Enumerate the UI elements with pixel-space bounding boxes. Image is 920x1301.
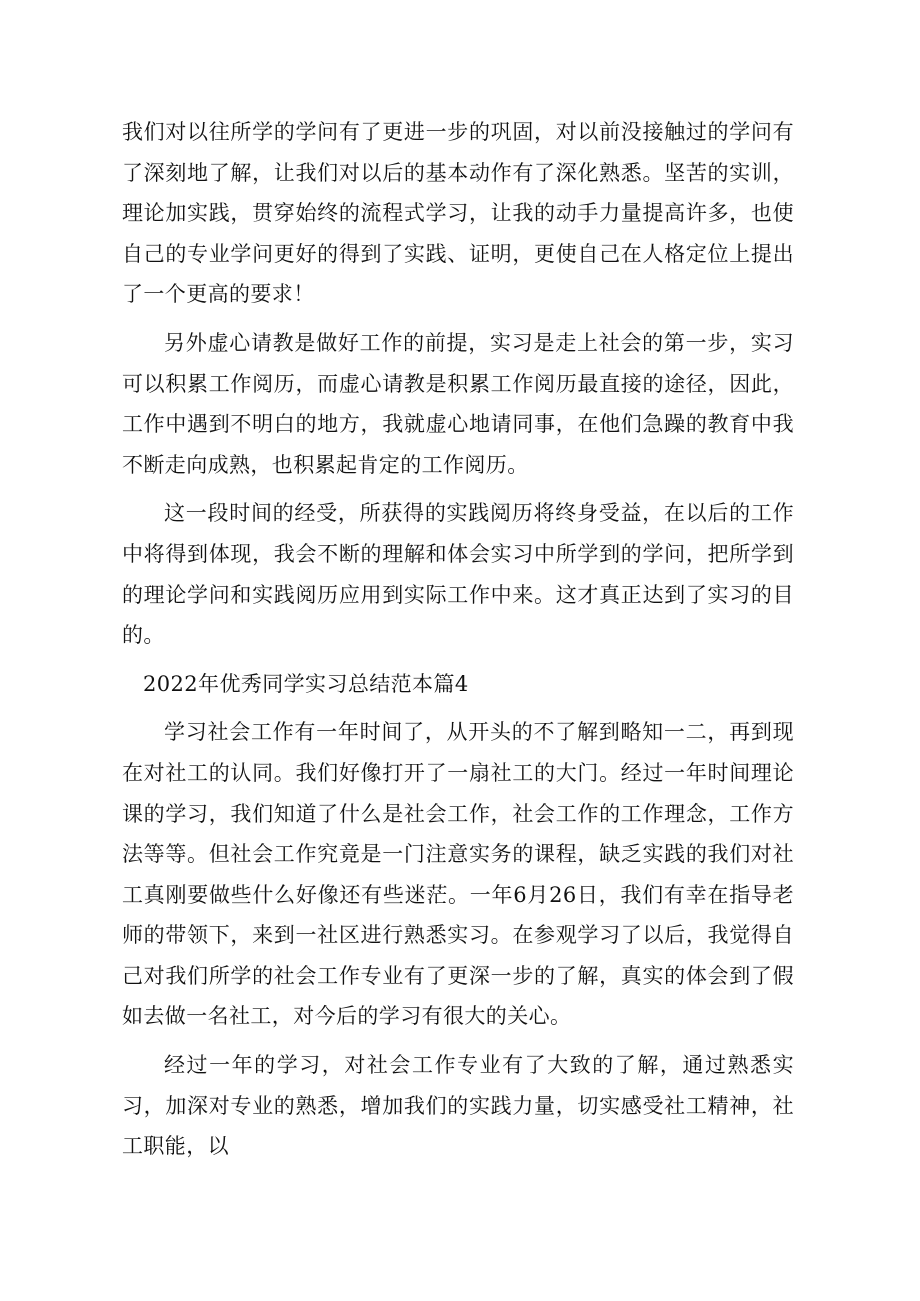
paragraph-5: 经过一年的学习，对社会工作专业有了大致的了解，通过熟悉实习，加深对专业的熟悉，增加我们的实践力量，切实感受社工精神，社工职能，以 bbox=[122, 1053, 794, 1159]
document-body bbox=[122, 112, 794, 1175]
paragraph-4: 学习社会工作有一年时间了，从开头的不了解到略知一二，再到现在对社工的认同。我们好像打开了一扇社工的大门。经过一年时间理论课的学习，我们知道了什么是社会工作，社会工作的工作理念，工作方法等等。但社会工作究竟是一门注意实务的课程，缺乏实践的我们对社工真刚要做些什么好像还有些迷茫。一年6月26日，我们有幸在指导老师的带领下，来到一社区进行熟悉实习。在参观学习了以后，我觉得自己对我们所学的社会工作专业有了更深一步的了解，真实的体会到了假如去做一名社工，对今后的学习有很大的关心。 bbox=[122, 720, 794, 1029]
paragraph-3: 这一段时间的经受，所获得的实践阅历将终身受益，在以后的工作中将得到体现，我会不断的理解和体会实习中所学到的学问，把所学到的理论学问和实践阅历应用到实际工作中来。这才真正达到了实习的目的。 bbox=[122, 501, 794, 648]
section-heading: 2022年优秀同学实习总结范本篇4 bbox=[143, 671, 469, 696]
paragraph-2: 另外虚心请教是做好工作的前提，实习是走上社会的第一步，实习可以积累工作阅历，而虚心请教是积累工作阅历最直接的途径，因此，工作中遇到不明白的地方，我就虚心地请同事，在他们急躁的教育中我不断走向成熟，也积累起肯定的工作阅历。 bbox=[122, 330, 794, 477]
paragraph-1: 我们对以往所学的学问有了更进一步的巩固，对以前没接触过的学问有了深刻地了解，让我们对以后的基本动作有了深化熟悉。坚苦的实训，理论加实践，贯穿始终的流程式学习，让我的动手力量提高许多，也使自己的专业学问更好的得到了实践、证明，更使自己在人格定位上提出了一个更高的要求！ bbox=[122, 120, 794, 307]
